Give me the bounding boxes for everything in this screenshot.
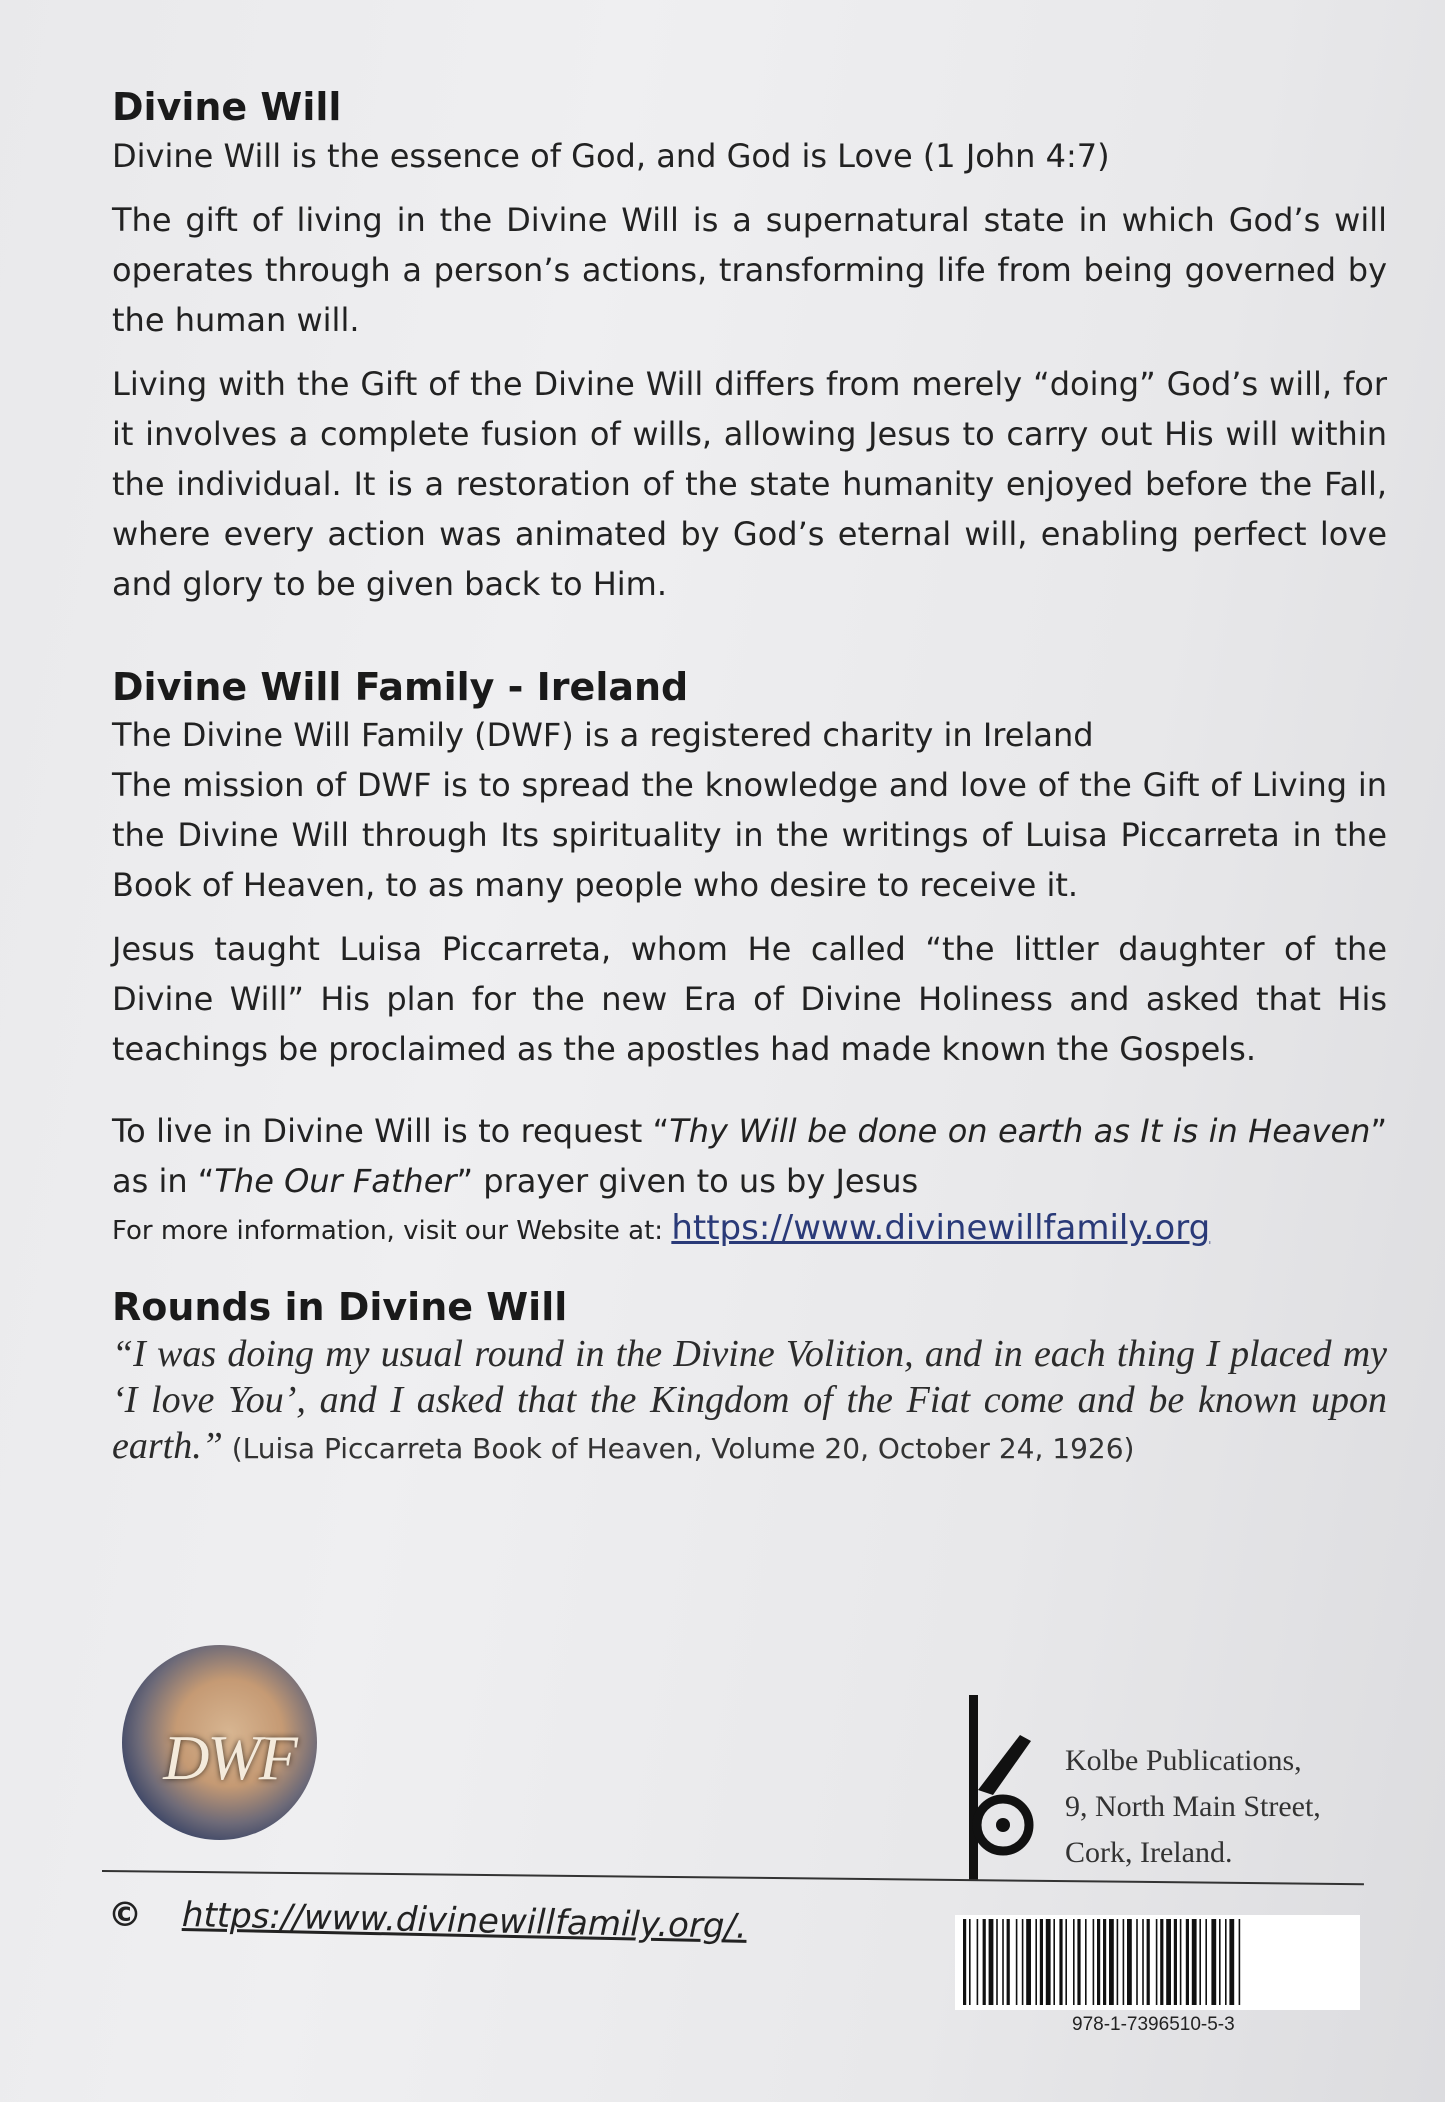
- barcode-bar: [996, 1919, 998, 2005]
- dwf-logo-text: DWF: [163, 1721, 296, 1793]
- isbn-number: 978-1-7396510-5-3: [1072, 2014, 1235, 2035]
- barcode-bar: [1229, 1919, 1234, 2005]
- barcode-bar: [1085, 1919, 1087, 2005]
- heading-divine-will-family: Divine Will Family - Ireland: [112, 664, 689, 709]
- barcode-bars: [961, 1919, 1354, 2007]
- barcode-bar: [969, 1919, 971, 2005]
- barcode: [955, 1915, 1360, 2010]
- more-info-line: [112, 1206, 1387, 1253]
- barcode-bar: [1239, 1919, 1241, 2005]
- kolbe-k-icon: [965, 1695, 1045, 1880]
- barcode-bar: [1040, 1919, 1043, 2005]
- divine-will-living-paragraph: Living with the Gift of the Divine Will differs from merely “doing” God’s will, for it involves a complete fusion of wills, allowing Jesus to carry out His will within the individual. It is a restoration of the state humanity enjoyed before the Fall, where every action was animated by God’s eternal will, enabling perfect love and glory to be given back to Him.: [112, 364, 1387, 603]
- barcode-bar: [1022, 1919, 1024, 2005]
- barcode-bar: [1219, 1919, 1221, 2005]
- barcode-bar: [989, 1919, 994, 2005]
- publisher-city: Cork, Ireland.: [1065, 1836, 1233, 1869]
- barcode-bar: [1127, 1919, 1132, 2005]
- family-live-paragraph: [112, 1106, 1387, 1206]
- copyright-symbol: ©: [108, 1895, 142, 1935]
- barcode-bar: [983, 1919, 986, 2005]
- rounds-quote: [112, 1331, 1387, 1472]
- divine-will-gift-paragraph: The gift of living in the Divine Will is a supernatural state in which God’s will operates through a person’s actions, transforming life from being governed by the human will.: [112, 200, 1387, 339]
- barcode-bar: [1147, 1919, 1150, 2005]
- barcode-bar: [1174, 1919, 1177, 2005]
- more-info-label: For more information, visit our Website at:: [112, 1216, 672, 1247]
- divine-will-essence-line: Divine Will is the essence of God, and God is Love (1 John 4:7): [112, 136, 1110, 175]
- barcode-bar: [1180, 1919, 1182, 2005]
- publisher-street: 9, North Main Street,: [1065, 1790, 1321, 1823]
- barcode-bar: [1002, 1919, 1004, 2005]
- barcode-bar: [1007, 1919, 1010, 2005]
- barcode-bar: [1097, 1919, 1100, 2005]
- live-text-prefix: To live in Divine Will is to request “: [112, 1112, 670, 1151]
- barcode-bar: [1077, 1919, 1080, 2005]
- heading-divine-will: Divine Will: [112, 85, 342, 129]
- quote-citation: (Luisa Piccarreta Book of Heaven, Volume 20, October 24, 1926): [222, 1431, 1135, 1465]
- publisher-address: [1065, 1738, 1321, 1876]
- website-link[interactable]: https://www.divinewillfamily.org: [671, 1208, 1211, 1249]
- barcode-bar: [1046, 1919, 1051, 2005]
- publisher-name: Kolbe Publications,: [1065, 1744, 1302, 1777]
- barcode-bar: [1073, 1919, 1075, 2005]
- barcode-bar: [1192, 1919, 1197, 2005]
- barcode-bar: [1160, 1919, 1163, 2005]
- barcode-bar: [1156, 1919, 1158, 2005]
- family-charity-line: The Divine Will Family (DWF) is a registered charity in Ireland: [112, 716, 1094, 755]
- section-divine-will: [112, 85, 1387, 609]
- barcode-bar: [1142, 1919, 1144, 2005]
- barcode-bar: [1117, 1919, 1119, 2005]
- barcode-bar: [1026, 1919, 1031, 2005]
- live-text-italic-1: Thy Will be done on earth as It is in Heaven: [669, 1112, 1371, 1151]
- barcode-bar: [1109, 1919, 1114, 2005]
- family-jesus-taught-paragraph: Jesus taught Luisa Piccarreta, whom He called “the littler daughter of the Divine Will” His plan for the new Era of Divine Holiness and asked that His teachings be proclaimed as the apostles had made known the Gospels.: [112, 930, 1387, 1069]
- barcode-bar: [1166, 1919, 1171, 2005]
- barcode-bar: [1136, 1919, 1138, 2005]
- section-rounds: [112, 1285, 1387, 1472]
- barcode-bar: [1016, 1919, 1018, 2005]
- quote-text: “I was doing my usual round in the Divine Volition, and in each thing I placed my ‘I love You’, and I asked that the Kingdom of the Fiat come and be known upon earth.”: [112, 1332, 1387, 1467]
- live-text-italic-2: The Our Father: [214, 1162, 457, 1201]
- heading-rounds: Rounds in Divine Will: [112, 1285, 568, 1330]
- barcode-bar: [1035, 1919, 1037, 2005]
- barcode-bar: [1053, 1919, 1055, 2005]
- barcode-bar: [1103, 1919, 1106, 2005]
- barcode-bar: [1199, 1919, 1201, 2005]
- dwf-logo: [122, 1645, 317, 1840]
- barcode-bar: [963, 1919, 966, 2005]
- barcode-bar: [977, 1919, 979, 2005]
- barcode-bar: [1205, 1919, 1207, 2005]
- barcode-bar: [1065, 1919, 1067, 2005]
- barcode-bar: [1211, 1919, 1216, 2005]
- barcode-bar: [1225, 1919, 1227, 2005]
- barcode-bar: [1093, 1919, 1095, 2005]
- live-text-mid: ” as in “: [112, 1112, 1388, 1201]
- section-divine-will-family: [112, 665, 1387, 1254]
- live-text-suffix: ” prayer given to us by Jesus: [456, 1162, 919, 1201]
- main-content: [112, 85, 1387, 1472]
- barcode-bar: [1186, 1919, 1189, 2005]
- barcode-bar: [1123, 1919, 1125, 2005]
- footer-website-link[interactable]: https://www.divinewillfamily.org/.: [181, 1895, 748, 1947]
- family-mission-paragraph: The mission of DWF is to spread the knowledge and love of the Gift of Living in the Divine Will through Its spirituality in the writings of Luisa Piccarreta in the Book of Heaven, to as many people who desire to receive it.: [112, 766, 1387, 905]
- barcode-bar: [1059, 1919, 1062, 2005]
